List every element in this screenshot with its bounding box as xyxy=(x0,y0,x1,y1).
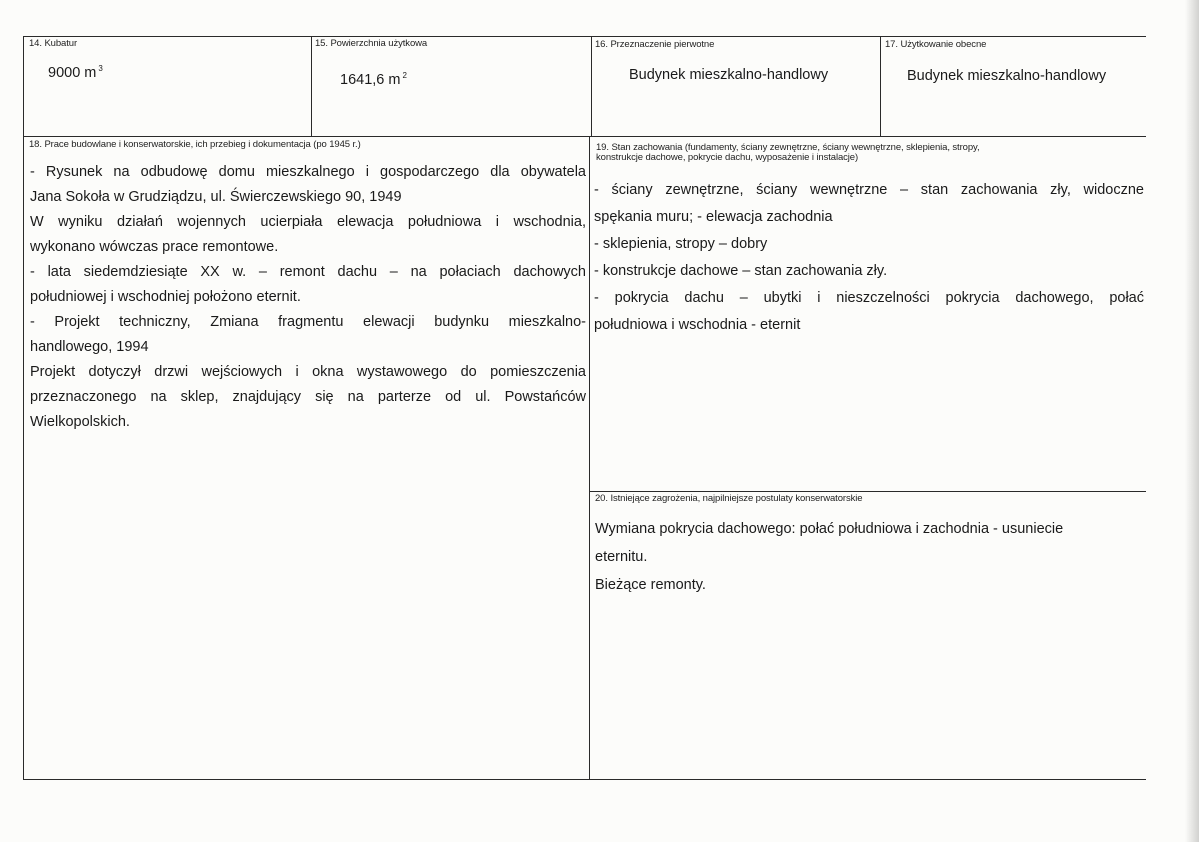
field-15-value xyxy=(340,71,407,88)
field-20-zagrozenia xyxy=(590,492,1146,779)
table-border-bottom xyxy=(23,779,1146,780)
field-19-text xyxy=(594,177,1144,339)
field-18-label: 18. Prace budowlane i konserwatorskie, ich przebieg i dokumentacja (po 1945 r.) xyxy=(29,139,361,150)
field-18-text xyxy=(30,160,586,435)
f18-text-line: W wyniku działań wojennych ucierpiała elewacja południowa i wschodnia, xyxy=(30,214,586,230)
field-15-unit-superscript: 2 xyxy=(402,71,407,80)
field-17-value: Budynek mieszkalno-handlowy xyxy=(907,68,1107,84)
field-18-prace-budowlane xyxy=(24,137,589,779)
field-14-label: 14. Kubatur xyxy=(29,38,78,49)
f20-text-line: Bieżące remonty. xyxy=(595,577,706,593)
field-20-text xyxy=(595,515,1135,599)
field-15-number: 1641,6 m xyxy=(340,72,401,88)
field-19-label-line-2: konstrukcje dachowe, pokrycie dachu, wyposażenie i instalacje) xyxy=(596,152,859,163)
field-15-label: 15. Powierzchnia użytkowa xyxy=(315,38,428,49)
f18-text-line: Jana Sokoła w Grudziądzu, ul. Świerczewskiego 90, 1949 xyxy=(30,189,402,205)
field-16-label: 16. Przeznaczenie pierwotne xyxy=(595,39,715,50)
f19-text-line: - ściany zewnętrzne, ściany wewnętrzne – stan zachowania zły, widoczne xyxy=(594,182,1144,198)
f18-text-line: południowej i wschodniej położono eternit. xyxy=(30,289,301,305)
f18-text-line: - lata siedemdziesiąte XX w. – remont dachu – na połaciach dachowych xyxy=(30,264,586,280)
page-edge-shadow xyxy=(1185,0,1199,842)
f18-text-line: - Projekt techniczny, Zmiana fragmentu elewacji budynku mieszkalno- xyxy=(30,314,586,330)
f18-text-line: Projekt dotyczył drzwi wejściowych i okna wystawowego do pomieszczenia xyxy=(30,364,586,380)
field-16-value: Budynek mieszkalno-handlowy xyxy=(629,67,829,83)
field-14-value xyxy=(48,64,103,81)
field-14-kubatura xyxy=(24,37,311,136)
field-19-label-line-1: 19. Stan zachowania (fundamenty, ściany zewnętrzne, ściany wewnętrzne, sklepienia, stropy, xyxy=(596,142,980,153)
f18-text-line: Wielkopolskich. xyxy=(30,414,130,430)
field-14-unit-superscript: 3 xyxy=(98,64,103,73)
field-16-przeznaczenie-pierwotne xyxy=(592,37,880,136)
f19-text-line: - konstrukcje dachowe – stan zachowania zły. xyxy=(594,263,888,279)
field-15-powierzchnia xyxy=(312,37,591,136)
field-17-uzytkowanie-obecne xyxy=(881,37,1146,136)
field-14-number: 9000 m xyxy=(48,65,97,81)
f19-text-line: spękania muru; - elewacja zachodnia xyxy=(594,209,833,225)
f18-text-line: - Rysunek na odbudowę domu mieszkalnego i gospodarczego dla obywatela xyxy=(30,164,586,180)
field-20-label: 20. Istniejące zagrożenia, najpilniejsze postulaty konserwatorskie xyxy=(595,493,863,504)
field-17-label: 17. Użytkowanie obecne xyxy=(885,39,987,50)
f20-text-line: eternitu. xyxy=(595,549,648,565)
f19-text-line: południowa i wschodnia - eternit xyxy=(594,317,801,333)
f18-text-line: handlowego, 1994 xyxy=(30,339,149,355)
f19-text-line: - pokrycia dachu – ubytki i nieszczelności pokrycia dachowego, połać xyxy=(594,290,1144,306)
f19-text-line: - sklepienia, stropy – dobry xyxy=(594,236,768,252)
f18-text-line: wykonano wówczas prace remontowe. xyxy=(30,239,279,255)
f18-text-line: przeznaczonego na sklep, znajdujący się na parterze od ul. Powstańców xyxy=(30,389,586,405)
field-19-stan-zachowania xyxy=(590,137,1146,491)
f20-text-line: Wymiana pokrycia dachowego: połać południowa i zachodnia - usuniecie xyxy=(595,521,1064,537)
